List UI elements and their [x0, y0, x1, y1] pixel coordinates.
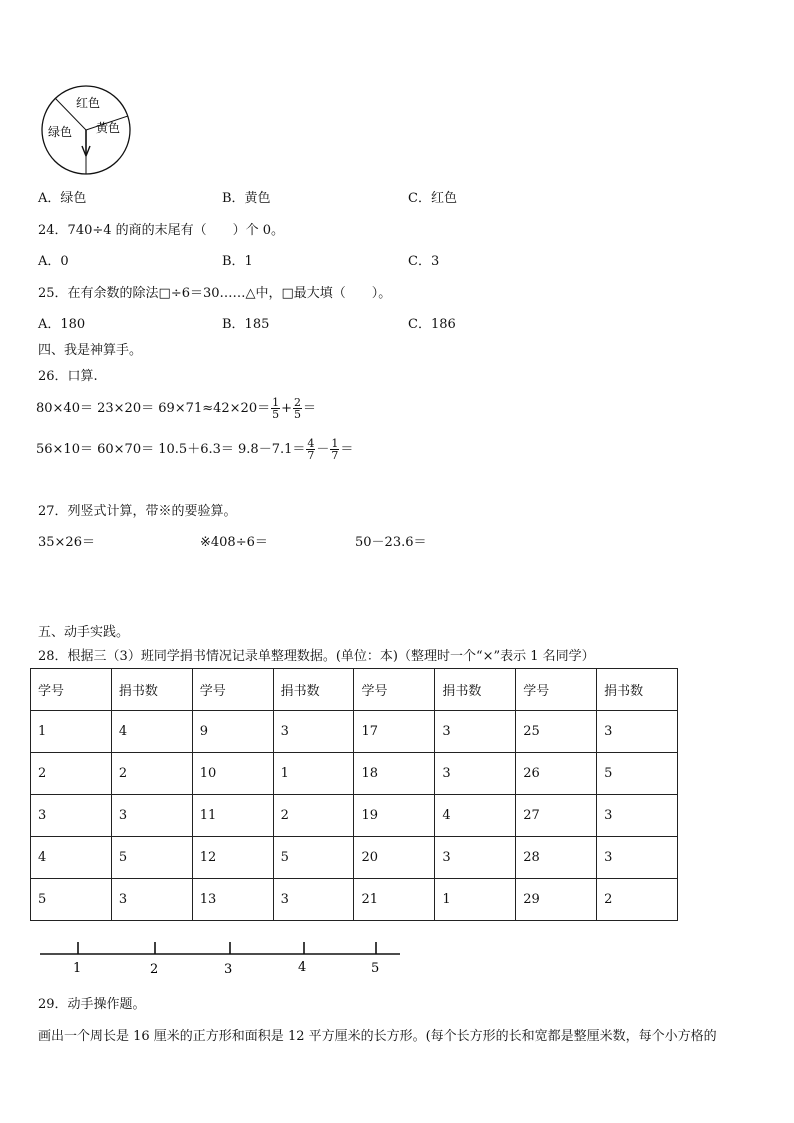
table-cell: 5 [273, 837, 354, 879]
table-cell: 13 [192, 879, 273, 921]
table-cell: 12 [192, 837, 273, 879]
tick-label: 1 [73, 961, 82, 976]
q26-item: 60×70＝ [97, 442, 155, 457]
table-row [31, 711, 678, 753]
table-cell: 19 [354, 795, 435, 837]
table-header-cell: 捐书数 [435, 669, 516, 711]
q26-item: 10.5＋6.3＝ [158, 442, 234, 457]
table-cell: 3 [435, 711, 516, 753]
table-cell: 1 [435, 879, 516, 921]
table-cell: 17 [354, 711, 435, 753]
tick-label: 5 [371, 961, 380, 976]
table-header-cell: 学号 [354, 669, 435, 711]
table-cell: 3 [597, 795, 678, 837]
q29-text: 画出一个周长是 16 厘米的正方形和面积是 12 平方厘米的长方形。(每个长方形的长和宽都是整厘米数，每个小方格的 [38, 1029, 717, 1044]
table-header-cell: 捐书数 [273, 669, 354, 711]
q24-text: 24．740÷4 的商的末尾有（ ）个 0。 [38, 223, 285, 238]
donation-table [30, 668, 678, 921]
q23-option-c: C．红色 [408, 191, 457, 206]
table-cell: 28 [516, 837, 597, 879]
table-cell: 4 [435, 795, 516, 837]
table-row [31, 879, 678, 921]
table-cell: 10 [192, 753, 273, 795]
table-cell: 2 [31, 753, 112, 795]
tally-axis [38, 938, 402, 978]
spinner-label-red: 红色 [76, 96, 101, 110]
q26-title: 26．口算. [38, 369, 98, 384]
table-cell: 2 [597, 879, 678, 921]
q24-option-b: B．1 [222, 254, 253, 269]
q25-option-c: C．186 [408, 317, 456, 332]
table-cell: 4 [31, 837, 112, 879]
q26-item: 80×40＝ [36, 401, 93, 416]
q25-option-b: B．185 [222, 317, 270, 332]
q26-item: 56×10＝ [36, 442, 93, 457]
table-cell: 1 [31, 711, 112, 753]
q28-title: 28．根据三（3）班同学捐书情况记录单整理数据。(单位：本)（整理时一个“×”表示 1 名同学） [38, 649, 595, 664]
table-header-cell: 学号 [192, 669, 273, 711]
q26-item: 42×20＝ [213, 401, 271, 416]
table-cell: 3 [111, 879, 192, 921]
q26-item: 69×71≈ [158, 401, 214, 416]
table-cell: 2 [273, 795, 354, 837]
q26-item: 9.8－7.1＝ [238, 442, 306, 457]
table-cell: 21 [354, 879, 435, 921]
table-cell: 26 [516, 753, 597, 795]
table-cell: 20 [354, 837, 435, 879]
tick-label: 2 [150, 962, 159, 977]
fraction: $\frac{4}{7}$ [307, 437, 315, 462]
q25-text: 25．在有余数的除法□÷6＝30……△中，□最大填（ ）。 [38, 286, 392, 301]
table-cell: 5 [31, 879, 112, 921]
table-cell: 3 [273, 711, 354, 753]
table-cell: 9 [192, 711, 273, 753]
table-cell: 3 [111, 795, 192, 837]
q27-item-3: 50－23.6＝ [355, 535, 427, 550]
table-header-cell: 学号 [516, 669, 597, 711]
table-cell: 5 [111, 837, 192, 879]
fraction: $\frac{1}{5}$ [272, 396, 280, 421]
q23-option-b: B．黄色 [222, 191, 271, 206]
table-row [31, 795, 678, 837]
fraction: $\frac{2}{5}$ [294, 396, 302, 421]
table-cell: 3 [31, 795, 112, 837]
q26-row-1: 80×40＝ 23×20＝ 69×71≈42×20＝ $\frac{1}{5}$ + $\frac{2}{5}$ ＝ [36, 396, 317, 421]
q26-row-2: 56×10＝ 60×70＝ 10.5＋6.3＝ 9.8－7.1＝ $\frac{4}{7}$ － $\frac{1}{7}$ ＝ [36, 437, 354, 462]
table-cell: 1 [273, 753, 354, 795]
table-row [31, 837, 678, 879]
q24-option-a: A．0 [38, 254, 69, 269]
table-header-cell: 捐书数 [111, 669, 192, 711]
table-cell: 3 [273, 879, 354, 921]
tick-label: 3 [224, 962, 233, 977]
q26-item: 23×20＝ [97, 401, 155, 416]
spinner-label-yellow: 黄色 [96, 121, 121, 135]
spinner-label-green: 绿色 [48, 125, 73, 139]
table-cell: 3 [597, 711, 678, 753]
table-cell: 5 [597, 753, 678, 795]
section-5-heading: 五、动手实践。 [38, 625, 130, 640]
spinner-diagram [40, 84, 132, 176]
table-cell: 18 [354, 753, 435, 795]
table-cell: 25 [516, 711, 597, 753]
q24-option-c: C．3 [408, 254, 440, 269]
table-cell: 27 [516, 795, 597, 837]
section-4-heading: 四、我是神算手。 [38, 343, 143, 358]
table-cell: 3 [435, 753, 516, 795]
q27-title: 27．列竖式计算，带※的要验算。 [38, 504, 237, 519]
tick-label: 4 [298, 960, 307, 975]
table-header-row [31, 669, 678, 711]
table-cell: 29 [516, 879, 597, 921]
q23-option-a: A．绿色 [38, 191, 87, 206]
q27-item-1: 35×26＝ [38, 535, 95, 550]
q25-option-a: A．180 [38, 317, 86, 332]
table-header-cell: 捐书数 [597, 669, 678, 711]
table-cell: 11 [192, 795, 273, 837]
table-header-cell: 学号 [31, 669, 112, 711]
table-cell: 2 [111, 753, 192, 795]
q29-title: 29．动手操作题。 [38, 997, 146, 1012]
q27-item-2: ※408÷6＝ [200, 535, 268, 550]
table-cell: 4 [111, 711, 192, 753]
table-row [31, 753, 678, 795]
table-cell: 3 [435, 837, 516, 879]
table-cell: 3 [597, 837, 678, 879]
fraction: $\frac{1}{7}$ [331, 437, 339, 462]
